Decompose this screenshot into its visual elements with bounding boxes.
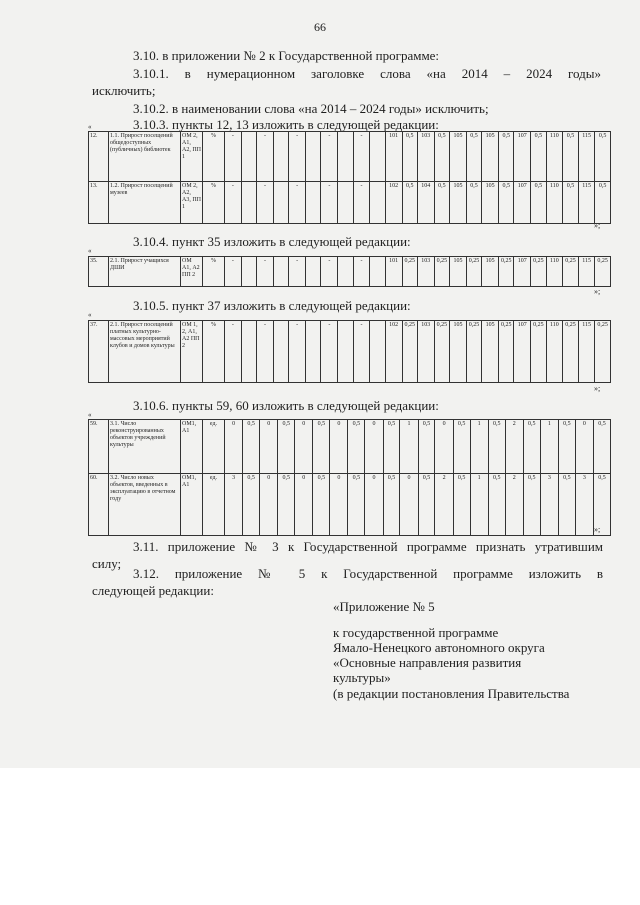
- value-cell: 0,25: [402, 257, 417, 287]
- unit-cell: ед.: [203, 474, 225, 536]
- value-cell: [306, 182, 321, 224]
- value-cell: 0,5: [594, 420, 611, 474]
- value-cell: -: [289, 257, 306, 287]
- value-cell: 0,5: [563, 182, 578, 224]
- value-cell: 105: [482, 182, 499, 224]
- value-cell: 0,5: [418, 474, 435, 536]
- indicator-name-cell: 3.1. Число реконструированных объектов учреждений культуры: [109, 420, 181, 474]
- value-cell: 0: [260, 420, 278, 474]
- value-cell: 107: [514, 257, 531, 287]
- value-cell: -: [225, 257, 242, 287]
- value-cell: -: [321, 182, 338, 224]
- value-cell: 101: [385, 132, 402, 182]
- value-cell: -: [353, 321, 370, 383]
- value-cell: 107: [514, 321, 531, 383]
- value-cell: -: [289, 321, 306, 383]
- paragraph-3-11-cont: силу;: [92, 556, 122, 571]
- value-cell: 0,25: [531, 321, 546, 383]
- close-quote-mark: »;: [594, 287, 601, 296]
- value-cell: -: [225, 321, 242, 383]
- value-cell: 0,25: [563, 321, 578, 383]
- paragraph-3-10-1: 3.10.1. в нумерационном заголовке слова «на 2014 – 2024 годы»: [133, 66, 601, 81]
- value-cell: 0,25: [498, 321, 513, 383]
- paragraph-3-12: 3.12. приложение № 5 к Государственной программе изложить в: [133, 566, 603, 581]
- close-quote-mark: »;: [594, 221, 601, 230]
- value-cell: 2: [435, 474, 453, 536]
- value-cell: -: [257, 321, 274, 383]
- value-cell: 0,25: [595, 321, 610, 383]
- value-cell: -: [321, 321, 338, 383]
- value-cell: 2: [505, 474, 523, 536]
- value-cell: [273, 132, 288, 182]
- value-cell: 0,5: [466, 182, 481, 224]
- value-cell: 3: [575, 474, 593, 536]
- value-cell: 0,25: [434, 321, 449, 383]
- value-cell: 3: [225, 474, 243, 536]
- value-cell: [370, 132, 385, 182]
- value-cell: 0,5: [402, 182, 417, 224]
- value-cell: 0,5: [488, 474, 505, 536]
- appendix-line-2: Ямало-Ненецкого автономного округа: [333, 640, 545, 655]
- paragraph-3-10: 3.10. в приложении № 2 к Государственной программе:: [133, 48, 440, 63]
- value-cell: 0: [435, 420, 453, 474]
- value-cell: [241, 182, 256, 224]
- value-cell: 2: [505, 420, 523, 474]
- value-cell: 0,5: [466, 132, 481, 182]
- value-cell: [241, 132, 256, 182]
- appendix-line-3: «Основные направления развития: [333, 655, 522, 670]
- paragraph-3-12-cont: следующей редакции:: [92, 583, 214, 598]
- value-cell: 0,5: [278, 474, 295, 536]
- close-quote-mark: »;: [594, 384, 601, 393]
- value-cell: 0: [330, 474, 348, 536]
- value-cell: 0,5: [595, 132, 610, 182]
- row-number-cell: 59.: [89, 420, 109, 474]
- value-cell: 0,5: [278, 420, 295, 474]
- value-cell: 105: [482, 132, 499, 182]
- value-cell: [306, 321, 321, 383]
- value-cell: 0,5: [434, 182, 449, 224]
- value-cell: 0,25: [531, 257, 546, 287]
- value-cell: [370, 321, 385, 383]
- value-cell: 105: [482, 321, 499, 383]
- row-number-cell: 37.: [89, 321, 109, 383]
- value-cell: 110: [546, 257, 563, 287]
- value-cell: -: [257, 257, 274, 287]
- value-cell: 0,5: [418, 420, 435, 474]
- appendix-line-1: к государственной программе: [333, 625, 499, 640]
- unit-cell: %: [203, 182, 225, 224]
- paragraph-3-11: 3.11. приложение № 3 к Государственной программе признать утратившим: [133, 539, 603, 554]
- value-cell: 110: [546, 132, 563, 182]
- value-cell: [241, 257, 256, 287]
- unit-cell: %: [203, 257, 225, 287]
- value-cell: 0,5: [498, 132, 513, 182]
- value-cell: 1: [470, 420, 488, 474]
- value-cell: 115: [578, 132, 595, 182]
- value-cell: -: [321, 132, 338, 182]
- indicator-name-cell: 1.1. Прирост посещений общедоступных (публичных) библиотек: [109, 132, 181, 182]
- value-cell: -: [257, 132, 274, 182]
- value-cell: [273, 182, 288, 224]
- program-code-cell: ОМ А1, А2 ПП 2: [181, 257, 203, 287]
- value-cell: 0: [575, 420, 593, 474]
- value-cell: 0,25: [466, 257, 481, 287]
- table-row: [89, 132, 611, 182]
- value-cell: [370, 182, 385, 224]
- value-cell: 0,5: [523, 474, 540, 536]
- value-cell: -: [225, 182, 242, 224]
- value-cell: -: [225, 132, 242, 182]
- value-cell: [338, 257, 353, 287]
- value-cell: 0,5: [313, 474, 330, 536]
- value-cell: 105: [450, 182, 467, 224]
- value-cell: 0,5: [531, 132, 546, 182]
- value-cell: [306, 257, 321, 287]
- open-quote-mark: «: [88, 123, 92, 131]
- value-cell: 102: [385, 321, 402, 383]
- value-cell: 0,5: [243, 420, 260, 474]
- value-cell: [241, 321, 256, 383]
- indicator-table-35: [88, 256, 611, 287]
- value-cell: [273, 257, 288, 287]
- value-cell: [306, 132, 321, 182]
- value-cell: 0,5: [243, 474, 260, 536]
- unit-cell: %: [203, 321, 225, 383]
- value-cell: 0: [260, 474, 278, 536]
- page-number: 66: [314, 20, 326, 34]
- table-row: [89, 257, 611, 287]
- value-cell: [338, 132, 353, 182]
- indicator-table-12-13: [88, 131, 611, 224]
- value-cell: -: [353, 132, 370, 182]
- row-number-cell: 13.: [89, 182, 109, 224]
- indicator-name-cell: 1.2. Прирост посещений музеев: [109, 182, 181, 224]
- value-cell: 0,5: [383, 474, 400, 536]
- table-row: [89, 182, 611, 224]
- value-cell: 115: [578, 182, 595, 224]
- value-cell: 105: [450, 257, 467, 287]
- row-number-cell: 12.: [89, 132, 109, 182]
- value-cell: 110: [546, 182, 563, 224]
- value-cell: 1: [540, 420, 558, 474]
- value-cell: 0,25: [434, 257, 449, 287]
- value-cell: -: [353, 182, 370, 224]
- value-cell: 0: [295, 474, 313, 536]
- value-cell: -: [321, 257, 338, 287]
- value-cell: 115: [578, 321, 595, 383]
- value-cell: -: [353, 257, 370, 287]
- table-row: [89, 420, 611, 474]
- value-cell: 0,5: [558, 420, 575, 474]
- value-cell: 0,25: [498, 257, 513, 287]
- program-code-cell: ОМ1, А1: [181, 420, 203, 474]
- open-quote-mark: «: [88, 247, 92, 255]
- indicator-name-cell: 3.2. Число новых объектов, введенных в эксплуатацию в отчетном году: [109, 474, 181, 536]
- value-cell: 0: [400, 474, 418, 536]
- value-cell: 105: [450, 132, 467, 182]
- value-cell: 0,5: [313, 420, 330, 474]
- value-cell: 0: [225, 420, 243, 474]
- program-code-cell: ОМ1, А1: [181, 474, 203, 536]
- close-quote-mark: »;: [594, 525, 601, 534]
- indicator-name-cell: 2.1. Прирост посещений платных культурно-массовых мероприятий клубов и домов культуры: [109, 321, 181, 383]
- value-cell: 0,25: [563, 257, 578, 287]
- value-cell: -: [257, 182, 274, 224]
- value-cell: [338, 182, 353, 224]
- indicator-name-cell: 2.1. Прирост учащихся ДШИ: [109, 257, 181, 287]
- value-cell: 0: [295, 420, 313, 474]
- value-cell: 0,5: [453, 474, 470, 536]
- open-quote-mark: «: [88, 411, 92, 419]
- value-cell: 104: [417, 182, 434, 224]
- value-cell: 0,25: [595, 257, 610, 287]
- unit-cell: ед.: [203, 420, 225, 474]
- value-cell: 0,5: [348, 474, 365, 536]
- value-cell: 103: [417, 257, 434, 287]
- program-code-cell: ОМ 2, А1, А2, ПП 1: [181, 132, 203, 182]
- value-cell: 0,5: [383, 420, 400, 474]
- value-cell: 0,5: [531, 182, 546, 224]
- value-cell: 0,5: [595, 182, 610, 224]
- paragraph-3-10-3: 3.10.3. пункты 12, 13 изложить в следующей редакции:: [133, 117, 439, 132]
- unit-cell: %: [203, 132, 225, 182]
- value-cell: 105: [450, 321, 467, 383]
- value-cell: 0,25: [466, 321, 481, 383]
- value-cell: -: [289, 132, 306, 182]
- table-row: [89, 321, 611, 383]
- value-cell: 0,5: [498, 182, 513, 224]
- value-cell: 0,5: [434, 132, 449, 182]
- appendix-title: «Приложение № 5: [333, 599, 435, 614]
- value-cell: 0: [365, 474, 383, 536]
- row-number-cell: 60.: [89, 474, 109, 536]
- value-cell: 0,5: [563, 132, 578, 182]
- value-cell: 1: [470, 474, 488, 536]
- value-cell: [273, 321, 288, 383]
- value-cell: -: [289, 182, 306, 224]
- value-cell: 0,5: [523, 420, 540, 474]
- value-cell: 110: [546, 321, 563, 383]
- value-cell: [338, 321, 353, 383]
- value-cell: 107: [514, 182, 531, 224]
- value-cell: [370, 257, 385, 287]
- open-quote-mark: «: [88, 311, 92, 319]
- paragraph-3-10-2: 3.10.2. в наименовании слова «на 2014 – 2024 годы» исключить;: [133, 101, 489, 116]
- value-cell: 105: [482, 257, 499, 287]
- value-cell: 0: [330, 420, 348, 474]
- indicator-table-37: [88, 320, 611, 383]
- value-cell: 0,5: [488, 420, 505, 474]
- value-cell: 101: [385, 257, 402, 287]
- value-cell: 0: [365, 420, 383, 474]
- program-code-cell: ОМ 2, А2, А3, ПП 1: [181, 182, 203, 224]
- row-number-cell: 35.: [89, 257, 109, 287]
- paragraph-3-10-4: 3.10.4. пункт 35 изложить в следующей редакции:: [133, 234, 411, 249]
- value-cell: 107: [514, 132, 531, 182]
- value-cell: 3: [540, 474, 558, 536]
- value-cell: 103: [417, 132, 434, 182]
- paragraph-3-10-6: 3.10.6. пункты 59, 60 изложить в следующей редакции:: [133, 398, 439, 413]
- value-cell: 102: [385, 182, 402, 224]
- paragraph-3-10-1-cont: исключить;: [92, 83, 156, 98]
- value-cell: 0,5: [453, 420, 470, 474]
- value-cell: 0,5: [594, 474, 611, 536]
- paragraph-3-10-5: 3.10.5. пункт 37 изложить в следующей редакции:: [133, 298, 411, 313]
- value-cell: 115: [578, 257, 595, 287]
- indicator-table-59-60: [88, 419, 611, 536]
- value-cell: 103: [417, 321, 434, 383]
- value-cell: 0,5: [348, 420, 365, 474]
- program-code-cell: ОМ 1, 2, А1, А2 ПП 2: [181, 321, 203, 383]
- value-cell: 0,5: [402, 132, 417, 182]
- appendix-line-5: (в редакции постановления Правительства: [333, 686, 570, 701]
- value-cell: 1: [400, 420, 418, 474]
- table-row: [89, 474, 611, 536]
- value-cell: 0,5: [558, 474, 575, 536]
- value-cell: 0,25: [402, 321, 417, 383]
- appendix-line-4: культуры»: [333, 670, 391, 685]
